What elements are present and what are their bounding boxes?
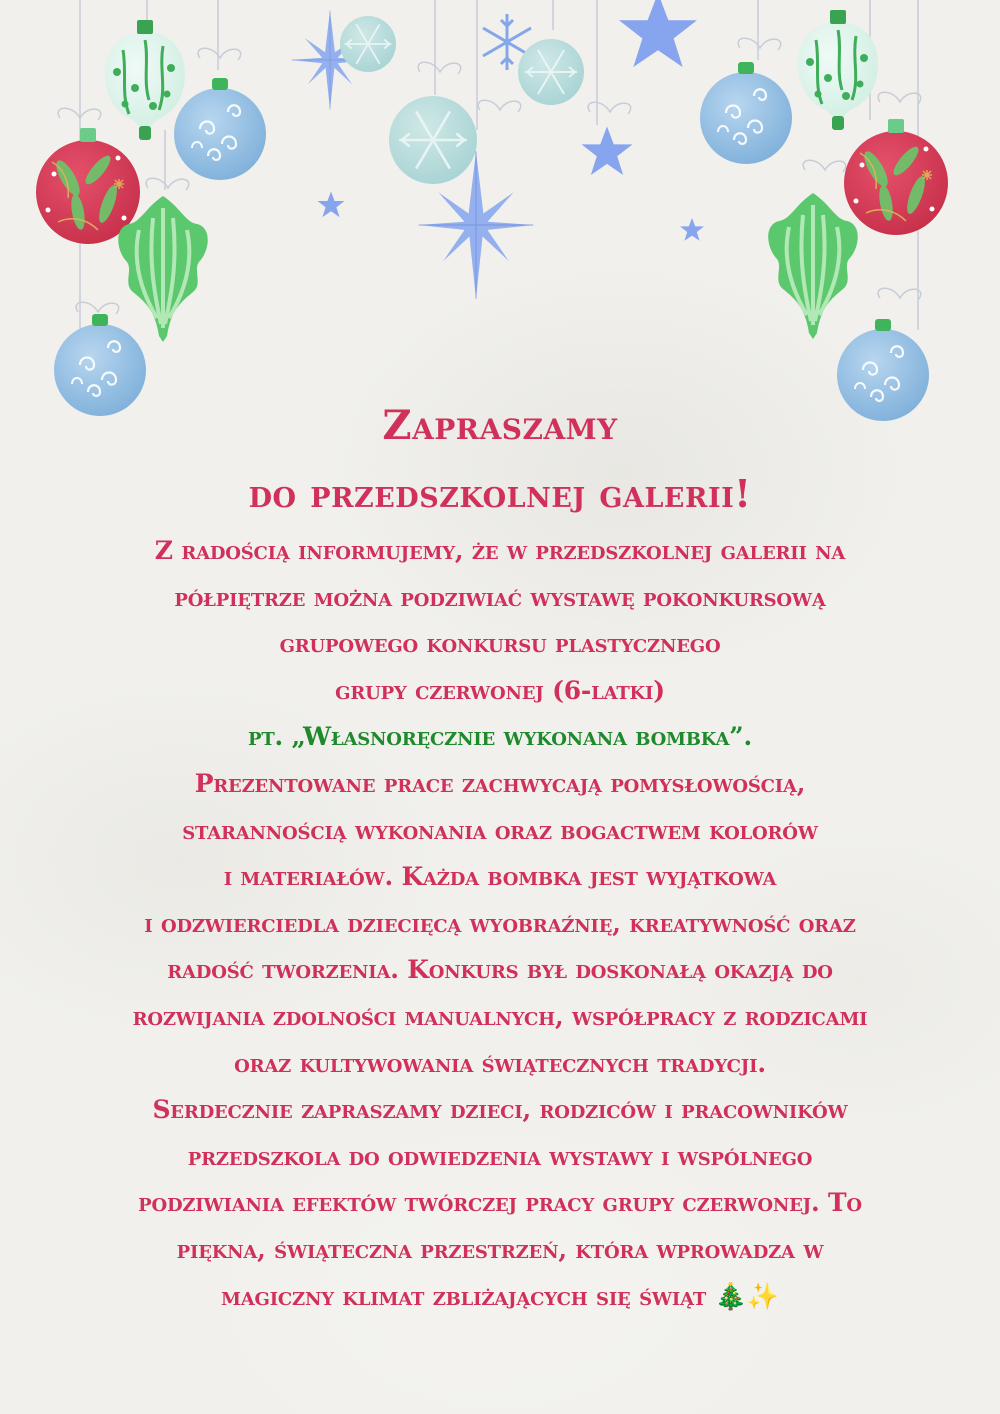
body-line-14: przedszkola do odwiedzenia wystawy i wspólnego [187, 1141, 813, 1171]
body-line-13: Serdecznie zapraszamy dzieci, rodziców i pracowników [152, 1095, 848, 1125]
body-line-2: półpiętrze można podziwiać wystawę pokonkursową [174, 582, 826, 612]
body-line-12: oraz kultywowania świątecznych tradycji. [234, 1048, 766, 1078]
body-line-11: rozwijania zdolności manualnych, współpracy z rodzicami [132, 1001, 868, 1031]
sparkles-icon: ✨ [746, 1281, 779, 1312]
christmas-tree-icon: 🎄 [714, 1281, 747, 1312]
closing-text: magiczny klimat zbliżających się świąt [221, 1281, 707, 1311]
body-line-16: piękna, świąteczna przestrzeń, która wprowadza w [176, 1234, 824, 1264]
body-line-4: grupy czerwonej (6-latki) [335, 675, 665, 705]
invitation-content [0, 392, 1000, 1320]
body-line-9: i odzwierciedla dziecięcą wyobraźnię, kreatywność oraz [144, 908, 856, 938]
body-line-3: grupowego konkursu plastycznego [279, 629, 721, 659]
body-line-1: Z radością informujemy, że w przedszkolnej galerii na [154, 536, 846, 565]
title-line-2: do przedszkolnej galerii! [248, 471, 752, 516]
body-line-15: podziwiania efektów twórczej pracy grupy czerwonej. To [138, 1188, 862, 1218]
body-line-17 [0, 1274, 1000, 1321]
christmas-ornaments-decoration [0, 0, 1000, 440]
contest-name: pt. „Własnoręcznie wykonana bombka”. [248, 722, 752, 752]
body-line-10: radość tworzenia. Konkurs był doskonałą okazją do [167, 955, 833, 985]
body-line-7: starannością wykonania oraz bogactwem kolorów [182, 815, 818, 845]
body-line-8: i materiałów. Każda bombka jest wyjątkowa [223, 862, 777, 892]
body-line-6: Prezentowane prace zachwycają pomysłowością, [194, 768, 806, 798]
title-line-1: Zapraszamy [382, 402, 618, 449]
